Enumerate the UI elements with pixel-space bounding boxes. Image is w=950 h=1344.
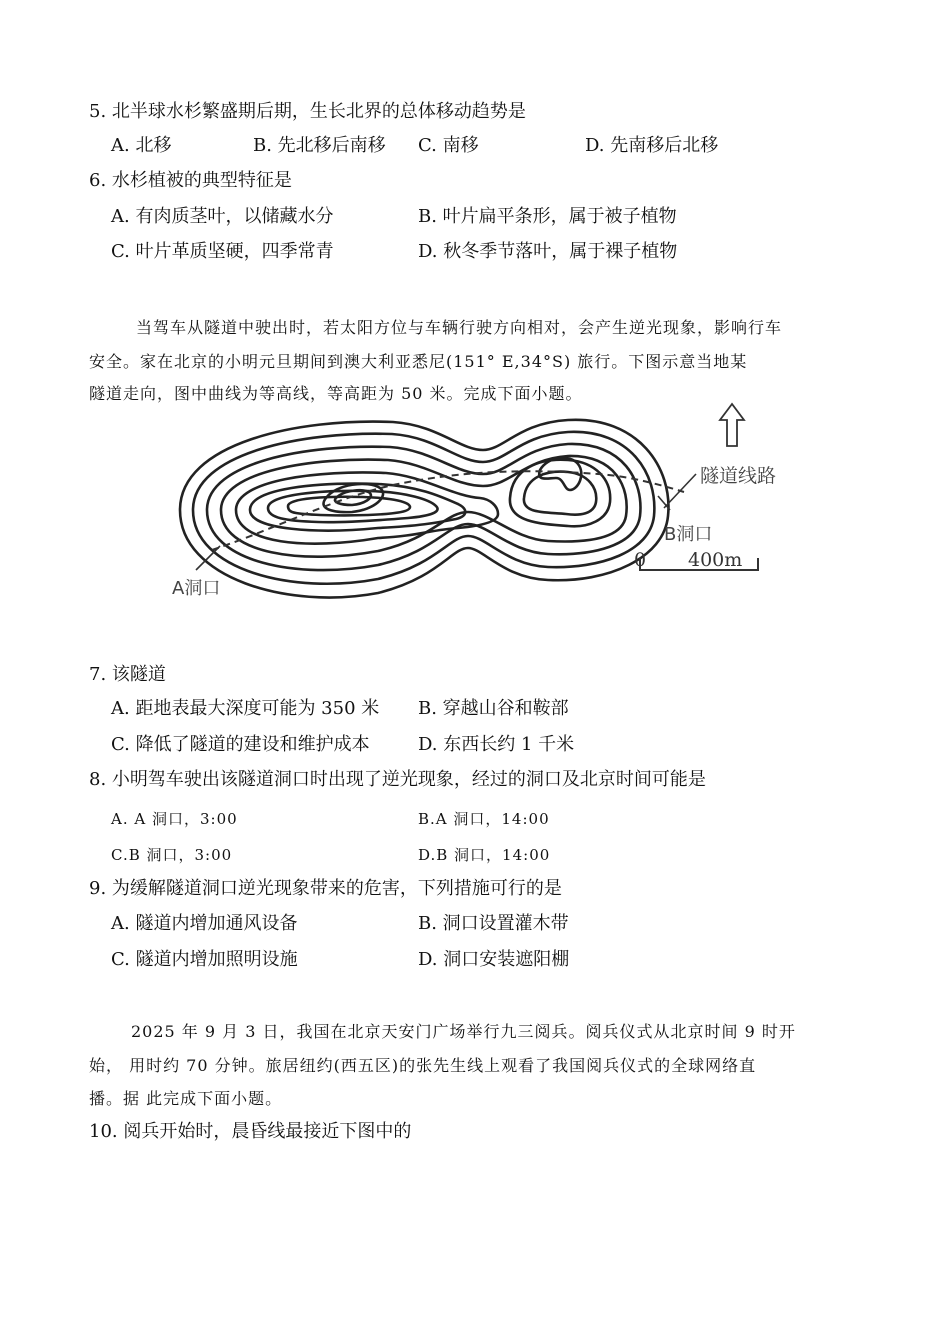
question-7-option-c: C. 降低了隧道的建设和维护成本 [111,734,370,755]
question-9-stem: 9. 为缓解隧道洞口逆光现象带来的危害，下列措施可行的是 [89,878,562,899]
contour-map-figure [168,398,778,610]
contour-lines [180,420,668,598]
entrance-b-label: B洞口 [664,524,713,545]
question-9-option-b: B. 洞口设置灌木带 [418,913,569,934]
question-7-option-b: B. 穿越山谷和鞍部 [418,698,569,719]
question-5-option-b: B. 先北移后南移 [253,135,386,156]
question-6-option-d: D. 秋冬季节落叶，属于裸子植物 [418,241,678,262]
tunnel-route-line [212,471,684,550]
question-5-option-c: C. 南移 [418,135,479,156]
question-7-option-a: A. 距地表最大深度可能为 350 米 [111,698,380,719]
question-6-stem: 6. 水杉植被的典型特征是 [89,170,292,191]
passage-2-line-2: 始， 用时约 70 分钟。旅居纽约(西五区)的张先生线上观看了我国阅兵仪式的全球网络直 [89,1056,757,1075]
scale-zero-label: 0 [634,549,647,571]
passage-1-line-1: 当驾车从隧道中驶出时，若太阳方位与车辆行驶方向相对，会产生逆光现象，影响行车 [136,318,783,337]
question-8-stem: 8. 小明驾车驶出该隧道洞口时出现了逆光现象，经过的洞口及北京时间可能是 [89,769,706,790]
passage-2-line-3: 播。据 此完成下面小题。 [89,1089,283,1108]
question-9-option-d: D. 洞口安装遮阳棚 [418,949,570,970]
tunnel-label-leader [664,474,696,508]
question-5-option-d: D. 先南移后北移 [585,135,719,156]
entrance-a-label: A洞口 [172,578,221,599]
question-6-option-a: A. 有肉质茎叶，以储藏水分 [111,206,334,227]
question-7-stem: 7. 该隧道 [89,664,166,685]
question-5-option-a: A. 北移 [111,135,172,156]
question-8-option-a: A. A 洞口，3:00 [111,810,238,828]
question-9-option-a: A. 隧道内增加通风设备 [111,913,298,934]
question-7-option-d: D. 东西长约 1 千米 [418,734,575,755]
question-8-option-d: D.B 洞口，14:00 [418,846,551,864]
passage-1-line-3: 隧道走向，图中曲线为等高线，等高距为 50 米。完成下面小题。 [89,384,583,403]
question-5-stem: 5. 北半球水杉繁盛期后期，生长北界的总体移动趋势是 [89,101,526,122]
tunnel-route-label: 隧道线路 [700,465,777,487]
question-10-stem: 10. 阅兵开始时，晨昏线最接近下图中的 [89,1121,412,1142]
passage-1-line-2: 安全。家在北京的小明元旦期间到澳大利亚悉尼(151° E,34°S) 旅行。下图示意当地某 [89,352,748,371]
question-9-option-c: C. 隧道内增加照明设施 [111,949,298,970]
question-8-option-b: B.A 洞口，14:00 [418,810,550,828]
passage-2-line-1: 2025 年 9 月 3 日，我国在北京天安门广场举行九三阅兵。阅兵仪式从北京时间 9 时开 [131,1022,796,1041]
entrance-a-leader [196,546,220,570]
north-arrow-icon [720,404,744,446]
scale-distance-label: 400m [688,549,743,571]
question-8-option-c: C.B 洞口，3:00 [111,846,233,864]
question-6-option-c: C. 叶片革质坚硬，四季常青 [111,241,334,262]
question-6-option-b: B. 叶片扁平条形，属于被子植物 [418,206,677,227]
